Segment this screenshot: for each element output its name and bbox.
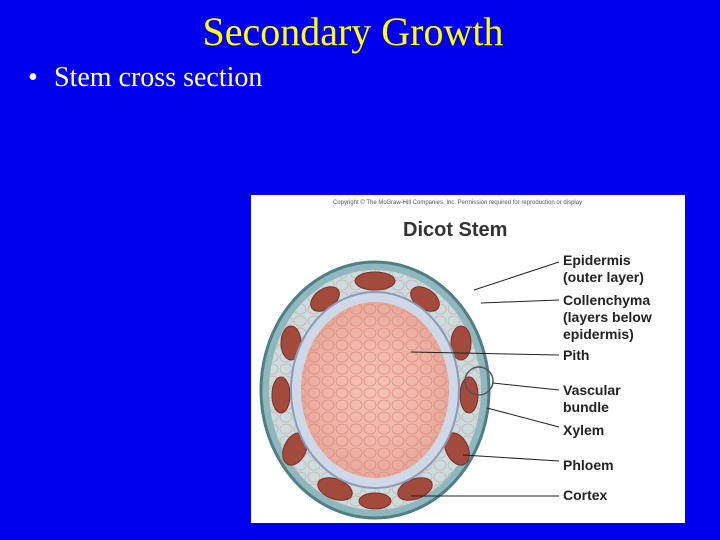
stem-cross-section — [261, 262, 493, 518]
label-collenchyma: Collenchyma — [563, 292, 651, 308]
label-phloem: Phloem — [563, 457, 614, 473]
label-cortex: Cortex — [563, 487, 608, 503]
label-pith: Pith — [563, 347, 590, 363]
bullet-symbol: • — [28, 62, 38, 93]
label-vascular-bundle: bundle — [563, 399, 609, 415]
dicot-stem-figure — [251, 195, 685, 523]
label-epidermis-detail: (outer layer) — [563, 269, 644, 285]
label-vascular: Vascular — [563, 382, 621, 398]
bullet-text: Stem cross section — [54, 62, 263, 93]
stem-diagram — [251, 195, 685, 523]
slide-title: Secondary Growth — [202, 9, 504, 54]
label-collenchyma-detail-1: (layers below — [563, 309, 652, 325]
bullet-item — [28, 60, 262, 96]
label-collenchyma-detail-2: epidermis) — [563, 326, 634, 342]
label-epidermis: Epidermis — [563, 252, 631, 268]
copyright-text: Copyright © The McGraw-Hill Companies, Inc. Permission required for reproduction or display — [333, 200, 583, 206]
label-xylem: Xylem — [563, 422, 605, 438]
figure-title: Dicot Stem — [403, 219, 508, 241]
